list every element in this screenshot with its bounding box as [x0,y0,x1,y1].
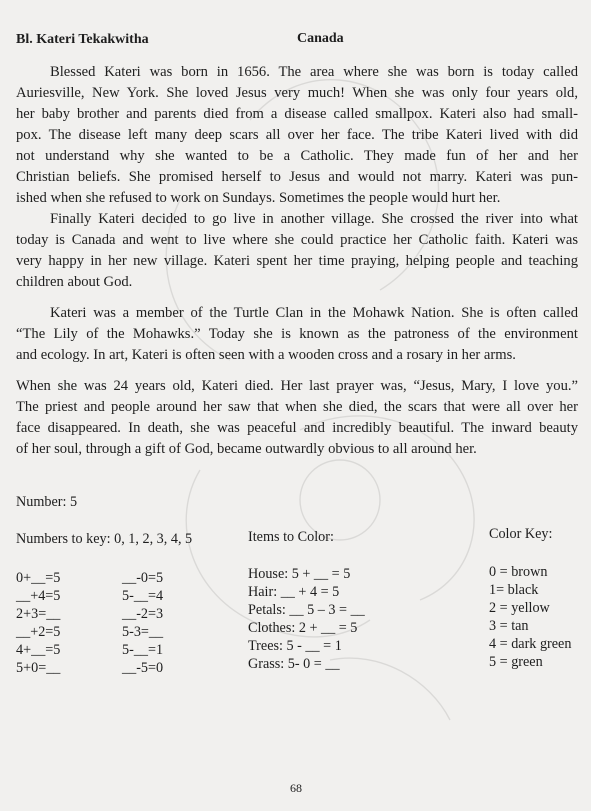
math-problem: __-5=0 [122,660,164,676]
items-to-color-list [248,565,365,673]
text-line: Blessed Kateri was born in 1656. The area where she was born is today called [50,64,578,80]
text-line: Finally Kateri decided to go live in another village. She crossed the river into what [50,211,578,227]
color-key-entry: 4 = dark green [489,636,572,652]
color-item: Petals: __ 5 – 3 = __ [248,602,365,618]
math-problem: 2+3=__ [16,606,61,622]
numbers-to-key: Numbers to key: 0, 1, 2, 3, 4, 5 [16,531,193,547]
text-line: of her soul, through a gift of God, became outwardly obvious to all around her. [16,441,477,457]
color-key-entry: 2 = yellow [489,600,550,616]
items-to-color-heading: Items to Color: [248,529,334,545]
color-key-list [489,563,571,671]
text-line: and ecology. In art, Kateri is often seen with a wooden cross and a rosary in her arms. [16,347,516,363]
text-line: her baby brother and parents died from a disease called smallpox. Kateri also had small- [16,106,578,122]
math-problem: 5-__=1 [122,642,164,658]
math-problem: __-2=3 [122,606,164,622]
color-item: Grass: 5- 0 = __ [248,656,340,672]
subtraction-problems [122,569,163,677]
text-line: children about God. [16,274,133,290]
addition-problems [16,569,60,677]
math-problem: __-0=5 [122,570,164,586]
text-line: pox. The disease left many deep scars all over her face. The tribe Kateri lived with did [16,127,578,143]
paragraph-4 [16,376,578,460]
color-item: Hair: __ + 4 = 5 [248,584,340,600]
text-line: Auriesville, New York. She loved Jesus very much! When she was only four years old, [16,85,578,101]
math-problem: 5-__=4 [122,588,164,604]
text-line: not understand why she wanted to be a Catholic. They made fun of her and her [16,148,578,164]
paragraph-1 [16,62,578,209]
color-key-entry: 3 = tan [489,618,529,634]
text-line: When she was 24 years old, Kateri died. Her last prayer was, “Jesus, Mary, I love you.” [16,378,578,394]
math-problem: 5-3=__ [122,624,164,640]
color-item: Clothes: 2 + __ = 5 [248,620,358,636]
text-line: Christian beliefs. She promised herself to Jesus and would not marry. Kateri was pun- [16,169,578,185]
color-key-entry: 1= black [489,582,539,598]
paragraph-3 [16,303,578,366]
color-key-entry: 5 = green [489,654,543,670]
math-problem: 5+0=__ [16,660,61,676]
color-item: House: 5 + __ = 5 [248,566,351,582]
text-line: today is Canada and went to live where she could practice her Catholic faith. Kateri was [16,232,578,248]
number-label: Number: 5 [16,494,78,510]
paragraph-2 [16,209,578,293]
math-problem: 0+__=5 [16,570,61,586]
math-problem: 4+__=5 [16,642,61,658]
math-problem: __+2=5 [16,624,61,640]
math-problem: __+4=5 [16,588,61,604]
text-line: very happy in her new village. Kateri spent her time praying, helping people and teaching [16,253,578,269]
text-line: ished when she refused to work on Sundays. Sometimes the people would hurt her. [16,190,501,206]
text-line: Kateri was a member of the Turtle Clan in the Mohawk Nation. She is often called [50,305,578,321]
text-line: The priest and people around her saw that when she died, the scars that were all over her [16,399,578,415]
country-heading: Canada [297,31,344,46]
color-key-entry: 0 = brown [489,564,548,580]
text-line: “The Lily of the Mohawks.” Today she is known as the patroness of the environment [16,326,578,342]
color-key-heading: Color Key: [489,526,553,542]
text-line: face disappeared. In death, she was peaceful and incredibly beautiful. The inward beauty [16,420,578,436]
page-number: 68 [290,781,302,795]
saint-name-heading: Bl. Kateri Tekakwitha [16,32,149,47]
color-item: Trees: 5 - __ = 1 [248,638,342,654]
